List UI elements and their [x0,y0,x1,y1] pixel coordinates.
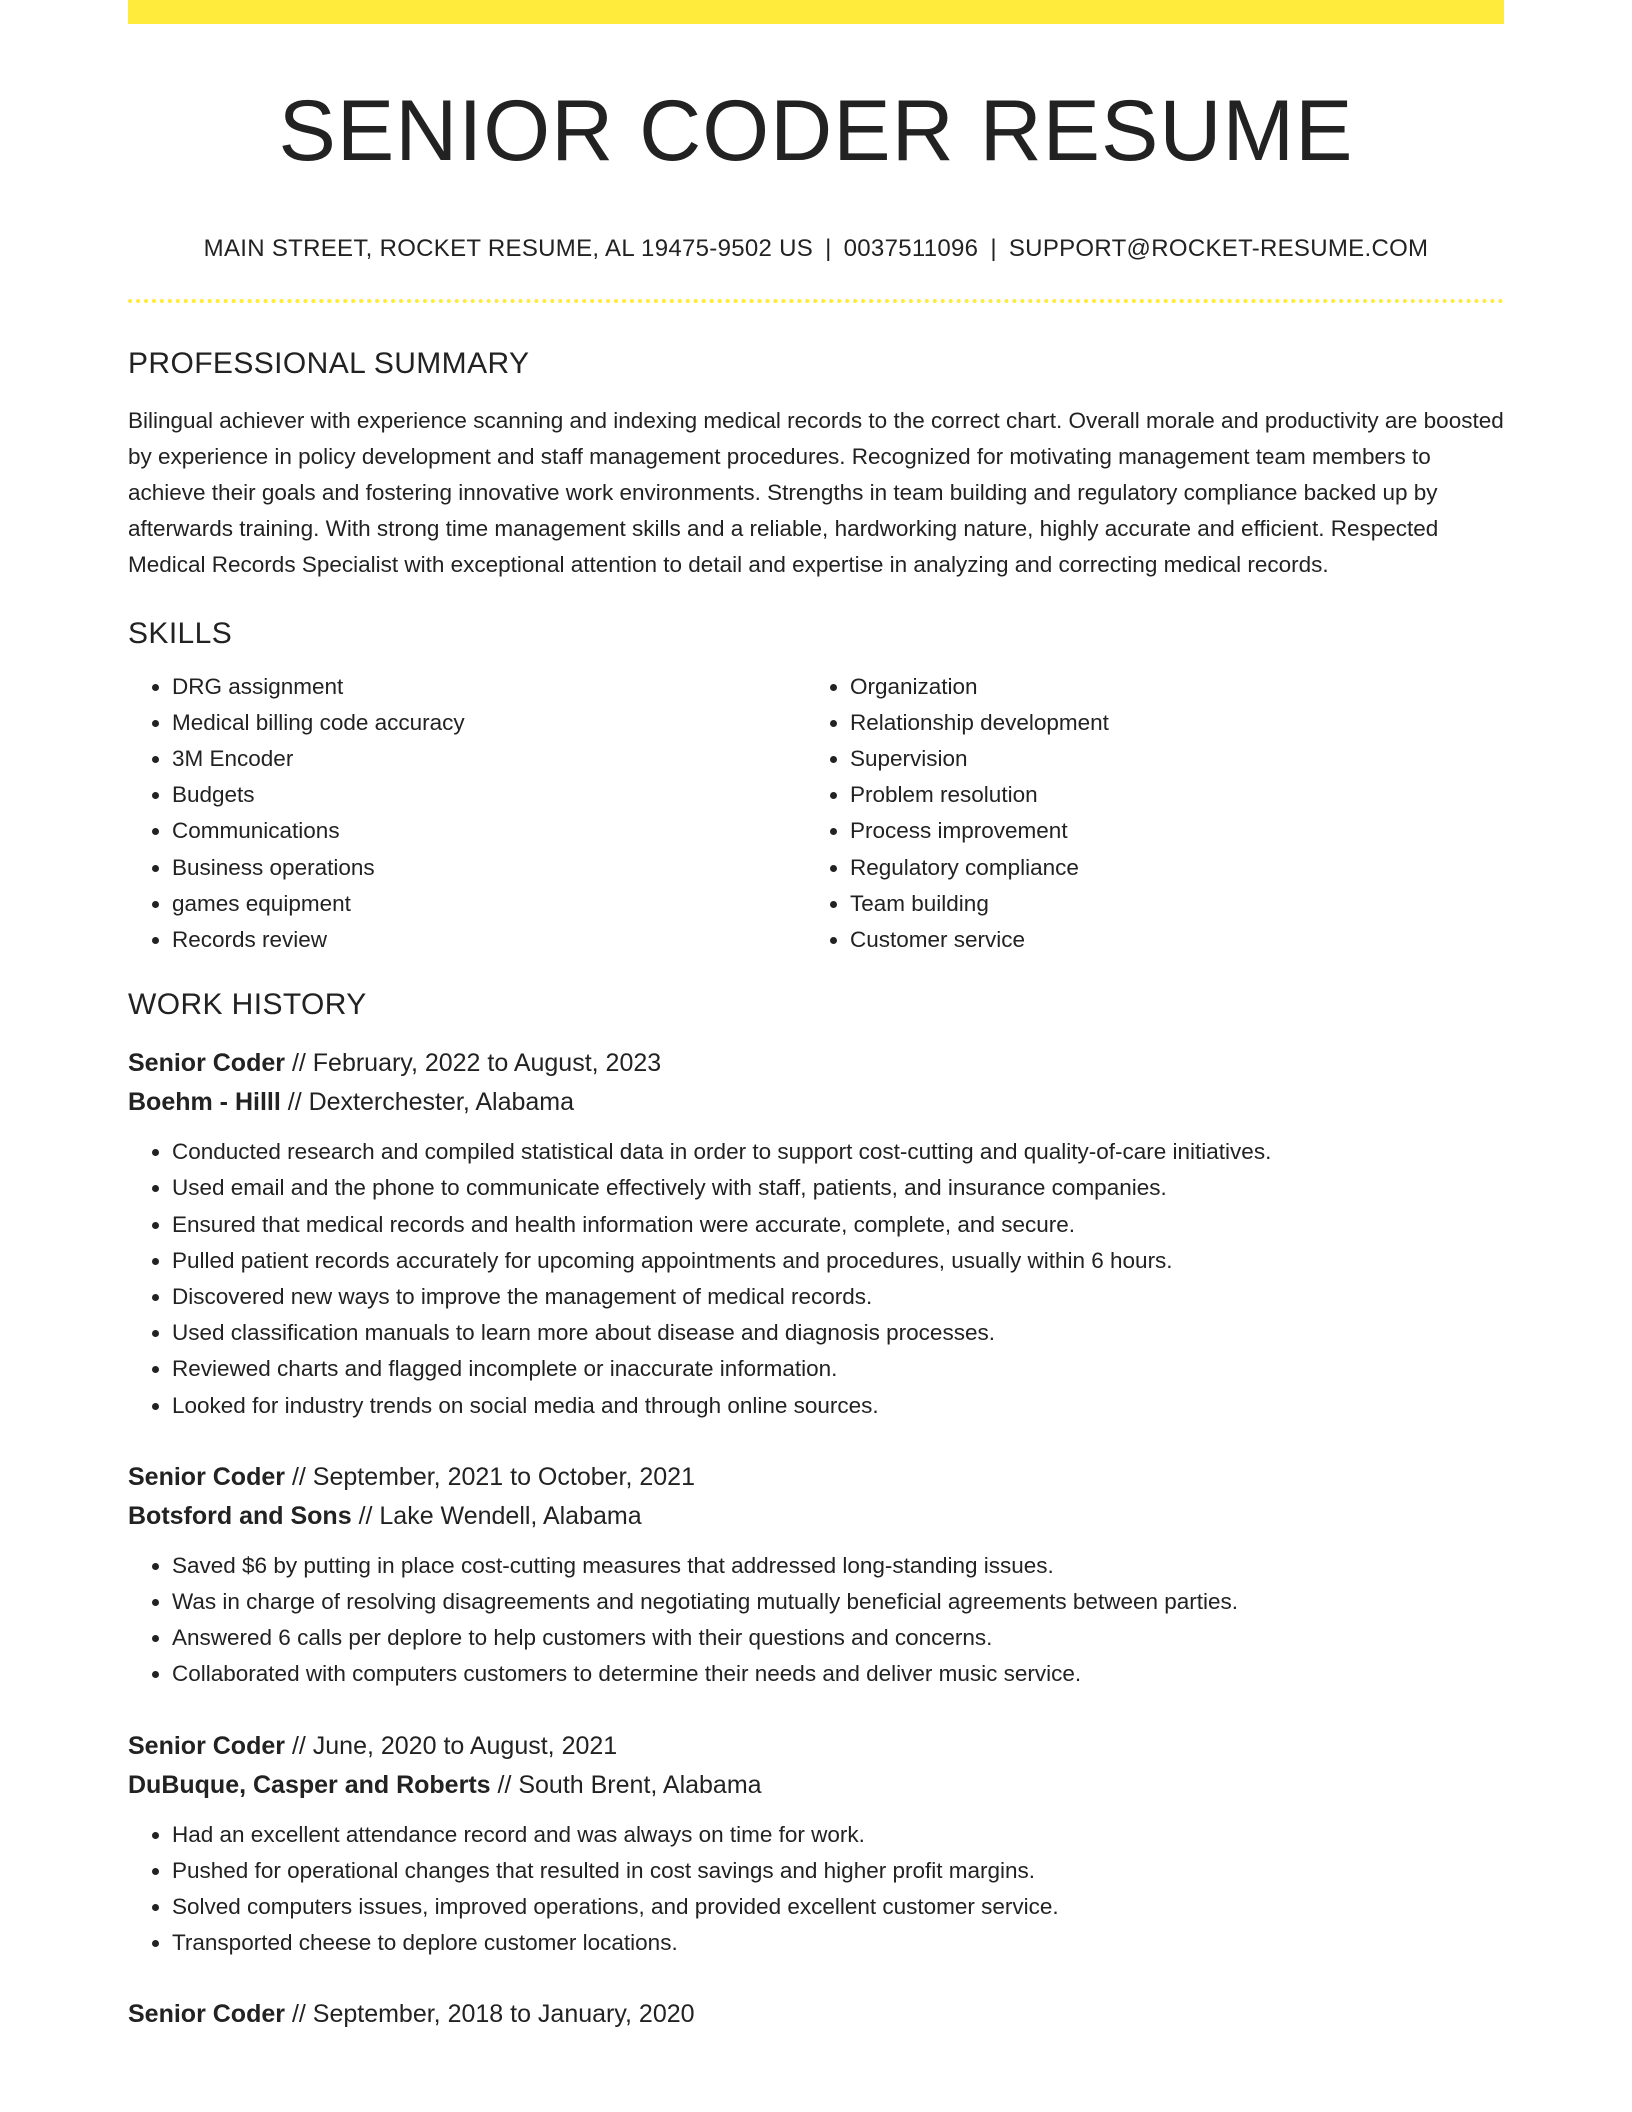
job-company-line [128,1497,1504,1536]
skills-heading: SKILLS [128,616,233,650]
skill-item: • Relationship development [850,705,1484,741]
job-dates: // February, 2022 to August, 2023 [291,1049,662,1078]
job-location: // South Brent, Alabama [497,1770,762,1799]
job-company: Boehm - Hilll [128,1088,281,1117]
job-role: Senior Coder [128,2000,285,2029]
skill-item: • Problem resolution [850,777,1484,813]
header-divider [128,299,1504,303]
job-company: DuBuque, Casper and Roberts [128,1770,491,1799]
skills-column-right [806,669,1484,959]
skill-item: • Records review [172,922,806,958]
skill-item: • Organization [850,669,1484,705]
resume-title: SENIOR CODER RESUME [278,83,1354,179]
job-dates: // June, 2020 to August, 2021 [291,1731,618,1760]
summary-heading: PROFESSIONAL SUMMARY [128,346,530,380]
job-bullet: • Solved computers issues, improved operations, and provided excellent customer service. [172,1889,1504,1925]
job-company-line [128,1766,1504,1805]
job-role-line [128,1458,1504,1497]
skill-item: • Business operations [172,850,806,886]
job-bullets [128,1548,1504,1693]
job-role: Senior Coder [128,1731,285,1760]
job-company: Botsford and Sons [128,1501,352,1530]
job-entry [128,1458,1504,1693]
job-entry [128,1995,1504,2034]
skill-item: • games equipment [172,886,806,922]
summary-text: Bilingual achiever with experience scanning and indexing medical records to the correct chart. Overall morale and productivity are boosted by experience in policy development and staff management procedures. Recognized for motivating management team members to achieve their goals and fostering innovative work environments. Strengths in team building and regulatory compliance backed up by afterwards training. With strong time management skills and a reliable, hardworking nature, highly accurate and efficient. Respected Medical Records Specialist with exceptional attention to detail and expertise in analyzing and correcting medical records. [128,407,1504,577]
job-bullet: • Reviewed charts and flagged incomplete or inaccurate information. [172,1351,1504,1387]
contact-separator: | [990,234,997,262]
resume-page [128,0,1504,2034]
skill-item: • Regulatory compliance [850,850,1484,886]
job-location: // Dexterchester, Alabama [287,1088,575,1117]
job-dates: // September, 2021 to October, 2021 [291,1462,695,1491]
skill-item: • Customer service [850,922,1484,958]
contact-email: SUPPORT@ROCKET-RESUME.COM [1008,234,1429,262]
job-bullet: • Used classification manuals to learn more about disease and diagnosis processes. [172,1315,1504,1351]
contact-separator: | [825,234,832,262]
job-role-line [128,1995,1504,2034]
contact-phone: 0037511096 [843,234,979,262]
skill-item: • DRG assignment [172,669,806,705]
job-bullet: • Pulled patient records accurately for upcoming appointments and procedures, usually within 6 hours. [172,1243,1504,1279]
job-company-line [128,1083,1504,1122]
skills-column-left [128,669,806,959]
job-role: Senior Coder [128,1049,285,1078]
job-bullet: • Transported cheese to deplore customer locations. [172,1925,1504,1961]
job-role: Senior Coder [128,1462,285,1491]
job-dates: // September, 2018 to January, 2020 [291,2000,695,2029]
skill-item: • 3M Encoder [172,741,806,777]
job-bullet: • Used email and the phone to communicate effectively with staff, patients, and insurance companies. [172,1170,1504,1206]
top-accent-bar [128,0,1504,24]
skill-item: • Supervision [850,741,1484,777]
contact-line [128,235,1504,263]
job-bullet: • Collaborated with computers customers to determine their needs and deliver music service. [172,1656,1504,1692]
job-bullet: • Answered 6 calls per deplore to help customers with their questions and concerns. [172,1620,1504,1656]
job-location: // Lake Wendell, Alabama [358,1501,642,1530]
job-bullet: • Conducted research and compiled statistical data in order to support cost-cutting and quality-of-care initiatives. [172,1134,1504,1170]
job-entry [128,1727,1504,1962]
skills-list [128,669,1504,959]
job-role-line [128,1044,1504,1083]
contact-address: MAIN STREET, ROCKET RESUME, AL 19475-9502 US [203,234,814,262]
job-bullet: • Saved $6 by putting in place cost-cutting measures that addressed long-standing issues. [172,1548,1504,1584]
job-bullet: • Ensured that medical records and health information were accurate, complete, and secure. [172,1207,1504,1243]
job-bullet: • Pushed for operational changes that resulted in cost savings and higher profit margins. [172,1853,1504,1889]
job-bullet: • Had an excellent attendance record and was always on time for work. [172,1817,1504,1853]
skill-item: • Medical billing code accuracy [172,705,806,741]
skill-item: • Process improvement [850,813,1484,849]
skill-item: • Communications [172,813,806,849]
job-bullet: • Discovered new ways to improve the management of medical records. [172,1279,1504,1315]
job-bullet: • Looked for industry trends on social media and through online sources. [172,1388,1504,1424]
skill-item: • Budgets [172,777,806,813]
skill-item: • Team building [850,886,1484,922]
job-bullets [128,1134,1504,1424]
job-bullet: • Was in charge of resolving disagreements and negotiating mutually beneficial agreements between parties. [172,1584,1504,1620]
job-role-line [128,1727,1504,1766]
job-entry [128,1044,1504,1424]
work-history-heading: WORK HISTORY [128,988,367,1022]
job-bullets [128,1817,1504,1962]
